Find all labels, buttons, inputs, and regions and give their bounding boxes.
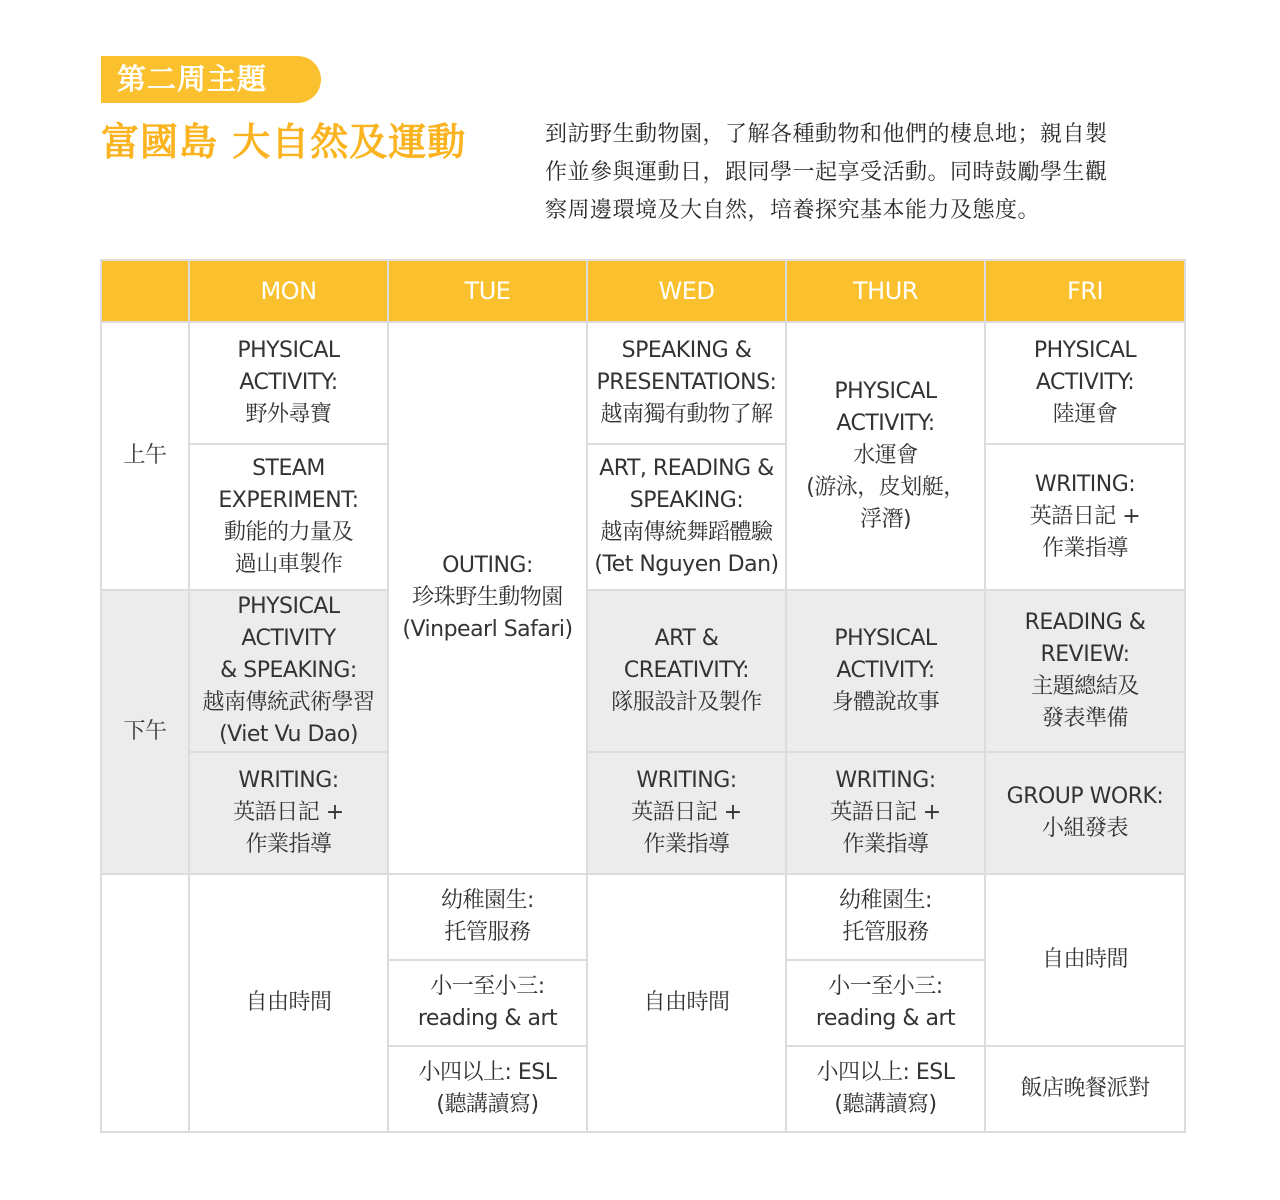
cell-line: 隊服設計及製作 — [611, 690, 762, 715]
wed-am-activity-1 — [587, 322, 786, 444]
fri-am-activity-1 — [985, 322, 1185, 444]
day-header-mon: MON — [189, 260, 388, 322]
cell-line: 越南傳統舞蹈體驗 — [600, 520, 773, 545]
table-row — [101, 444, 1185, 590]
cell-line: ACTIVITY: — [836, 658, 935, 683]
corner-cell — [101, 260, 189, 322]
wed-am-activity-2 — [587, 444, 786, 590]
mon-pm-activity-1 — [189, 590, 388, 752]
table-row — [101, 322, 1185, 444]
wed-evening: 自由時間 — [587, 874, 786, 1132]
intro-line: 到訪野生動物園，了解各種動物和他們的棲息地；親自製 — [545, 122, 1108, 147]
intro-line: 察周邊環境及大自然，培養探究基本能力及態度。 — [545, 198, 1041, 223]
cell-line: (聽講讀寫) — [834, 1092, 937, 1117]
cell-line: WRITING: — [636, 768, 737, 793]
mon-pm-activity-2 — [189, 752, 388, 874]
cell-line: 作業指導 — [1041, 536, 1128, 561]
table-row — [101, 874, 1185, 960]
thur-am-activity — [786, 322, 985, 590]
header-row — [101, 260, 1185, 322]
fri-pm-activity-2 — [985, 752, 1185, 874]
cell-line: 英語日記 + — [233, 800, 344, 825]
cell-line: 動能的力量及 — [223, 520, 353, 545]
cell-line: 英語日記 + — [1029, 504, 1141, 529]
cell-line: WRITING: — [835, 768, 936, 793]
cell-line: (游泳，皮划艇， — [806, 475, 965, 500]
cell-line: 托管服務 — [444, 920, 531, 945]
cell-line: 小組發表 — [1041, 816, 1128, 841]
cell-line: 幼稚園生: — [441, 888, 534, 913]
cell-line: ART, READING & — [599, 456, 774, 481]
mon-am-activity-1 — [189, 322, 388, 444]
afternoon-label: 下午 — [101, 590, 189, 874]
cell-line: reading & art — [417, 1006, 558, 1031]
theme-title: 富國島 大自然及運動 — [101, 120, 467, 164]
table-row — [101, 752, 1185, 874]
cell-line: ART & — [654, 626, 719, 651]
wed-pm-activity-1 — [587, 590, 786, 752]
cell-line: 小一至小三: — [828, 974, 943, 999]
intro-paragraph — [545, 116, 1190, 230]
cell-line: 身體說故事 — [831, 690, 940, 715]
cell-line: (Viet Vu Dao) — [219, 722, 358, 747]
tue-outing — [388, 322, 587, 874]
cell-line: 浮潛) — [859, 507, 912, 532]
table-row — [101, 590, 1185, 752]
schedule-table — [100, 259, 1186, 1133]
cell-line: EXPERIMENT: — [218, 488, 359, 513]
cell-line: 小四以上: ESL — [816, 1060, 955, 1085]
cell-line: 越南獨有動物了解 — [600, 402, 773, 427]
cell-line: PHYSICAL — [834, 626, 937, 651]
cell-line: REVIEW: — [1040, 642, 1130, 667]
cell-line: 過山車製作 — [234, 552, 343, 577]
morning-label: 上午 — [101, 322, 189, 590]
cell-line: 作業指導 — [842, 832, 929, 857]
cell-line: 幼稚園生: — [839, 888, 932, 913]
cell-line: PRESENTATIONS: — [596, 370, 777, 395]
evening-label — [101, 874, 189, 1132]
cell-line: 作業指導 — [245, 832, 332, 857]
thur-pm-activity-1 — [786, 590, 985, 752]
cell-line: WRITING: — [238, 768, 339, 793]
cell-line: 水運會 — [853, 443, 918, 468]
cell-line: ACTIVITY: — [1035, 370, 1135, 395]
thur-evening-2 — [786, 960, 985, 1046]
fri-evening-2: 飯店晚餐派對 — [985, 1046, 1185, 1132]
thur-evening-1 — [786, 874, 985, 960]
cell-line: & SPEAKING: — [220, 658, 357, 683]
cell-line: (Vinpearl Safari) — [402, 617, 573, 642]
cell-line: 主題總結及 — [1031, 674, 1139, 699]
cell-line: (Tet Nguyen Dan) — [594, 552, 779, 577]
day-header-wed: WED — [587, 260, 786, 322]
thur-pm-activity-2 — [786, 752, 985, 874]
cell-line: 陸運會 — [1052, 402, 1118, 427]
cell-line: 發表準備 — [1041, 706, 1128, 731]
cell-line: ACTIVITY: — [239, 370, 338, 395]
cell-line: (聽講讀寫) — [436, 1092, 539, 1117]
thur-evening-3 — [786, 1046, 985, 1132]
fri-evening-1: 自由時間 — [985, 874, 1185, 1046]
cell-line: 野外尋寶 — [245, 402, 332, 427]
mon-am-activity-2 — [189, 444, 388, 590]
cell-line: 小四以上: ESL — [418, 1060, 557, 1085]
cell-line: reading & art — [815, 1006, 956, 1031]
week-label-badge: 第二周主題 — [101, 56, 321, 103]
cell-line: 托管服務 — [842, 920, 929, 945]
cell-line: WRITING: — [1034, 472, 1136, 497]
tue-evening-2 — [388, 960, 587, 1046]
day-header-tue: TUE — [388, 260, 587, 322]
cell-line: OUTING: — [442, 553, 533, 578]
cell-line: 珍珠野生動物園 — [412, 585, 563, 610]
fri-pm-activity-1 — [985, 590, 1185, 752]
intro-line: 作並參與運動日，跟同學一起享受活動。同時鼓勵學生觀 — [545, 160, 1108, 185]
cell-line: PHYSICAL — [834, 379, 937, 404]
cell-line: STEAM — [252, 456, 325, 481]
cell-line: 作業指導 — [643, 832, 730, 857]
day-header-fri: FRI — [985, 260, 1185, 322]
cell-line: ACTIVITY: — [836, 411, 935, 436]
cell-line: PHYSICAL — [1033, 338, 1137, 363]
cell-line: READING & — [1024, 610, 1146, 635]
mon-evening: 自由時間 — [189, 874, 388, 1132]
cell-line: 英語日記 + — [631, 800, 742, 825]
cell-line: CREATIVITY: — [623, 658, 750, 683]
cell-line: 越南傳統武術學習 — [202, 690, 375, 715]
tue-evening-1 — [388, 874, 587, 960]
day-header-thur: THUR — [786, 260, 985, 322]
cell-line: 英語日記 + — [830, 800, 941, 825]
cell-line: PHYSICAL ACTIVITY — [237, 594, 340, 651]
cell-line: GROUP WORK: — [1006, 784, 1164, 809]
wed-pm-activity-2 — [587, 752, 786, 874]
cell-line: SPEAKING & — [621, 338, 752, 363]
tue-evening-3 — [388, 1046, 587, 1132]
cell-line: 小一至小三: — [430, 974, 545, 999]
cell-line: PHYSICAL — [237, 338, 340, 363]
cell-line: SPEAKING: — [629, 488, 744, 513]
fri-am-activity-2 — [985, 444, 1185, 590]
